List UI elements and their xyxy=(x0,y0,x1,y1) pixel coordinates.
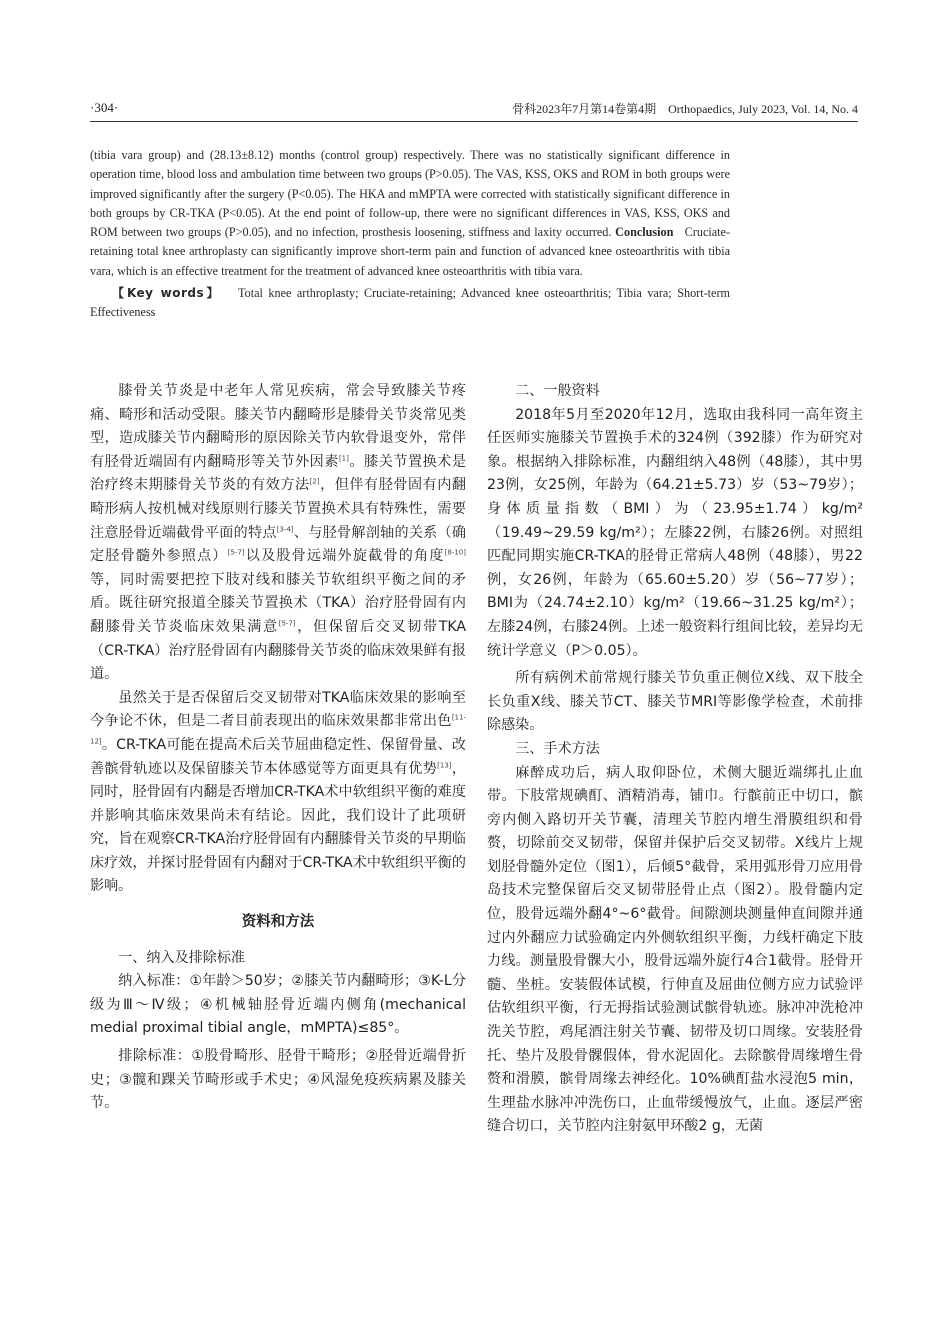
english-abstract xyxy=(90,146,730,323)
header-rule xyxy=(90,121,858,122)
intro-text: 膝骨关节炎是中老年人常见疾病，常会导致膝关节疼痛、畸形和活动受限。膝关节内翻畸形是膝骨关节炎常见类型，造成膝关节内翻畸形的原因除关节内软骨退变外，常伴有胫骨近端固有内翻畸形等关节外因素 xyxy=(90,383,466,470)
keywords-line xyxy=(90,284,730,323)
keywords-label: 【Key words】 xyxy=(112,286,222,301)
subheading-surgery: 三、手术方法 xyxy=(515,740,600,757)
imaging-paragraph: 所有病例术前常规行膝关节负重正侧位X线、双下肢全长负重X线、膝关节CT、膝关节MRI等影像学检查，术前排除感染。 xyxy=(487,670,863,734)
section-title-methods: 资料和方法 xyxy=(241,914,315,931)
intro-text: ，但伴有胫骨固有内翻畸形病人按机械对线原则行膝关节置换术具有特殊性，需要注意胫骨近端截骨平面的特点 xyxy=(90,477,467,541)
intro-text: ，但保留后交叉韧带TKA（CR-TKA）治疗胫骨固有内翻膝骨关节炎的临床效果鲜有报道。 xyxy=(90,618,467,683)
subheading-criteria: 一、纳入及排除标准 xyxy=(118,949,246,966)
right-column xyxy=(487,380,863,1139)
inclusion-criteria: 纳入标准：①年龄＞50岁；②膝关节内翻畸形；③K-L分级为Ⅲ～Ⅳ级；④机械轴胫骨近端内侧角(mechanical medial proximal tibial angle，mMPTA)≤85°。 xyxy=(90,973,466,1037)
intro-text: 、与胫骨解剖轴的关系（确定胫骨髓外参照点） xyxy=(90,524,467,565)
citation: [2] xyxy=(309,477,320,486)
spacer xyxy=(90,899,466,911)
citation: [1] xyxy=(338,454,349,463)
exclusion-criteria: 排除标准：①股骨畸形、胫骨干畸形；②胫骨近端骨折史；③髋和踝关节畸形或手术史；④风湿免疫疾病累及膝关节。 xyxy=(90,1048,466,1112)
conclusion-label: Conclusion xyxy=(615,225,674,240)
left-column xyxy=(90,380,466,1116)
abstract-paragraph xyxy=(90,146,730,281)
citation: [13] xyxy=(437,760,452,769)
intro-paragraph-2 xyxy=(90,687,466,899)
intro-text: ，同时，胫骨固有内翻是否增加CR-TKA术中软组织平衡的难度并影响其临床效果尚未有结论。因此，我们设计了此项研究，旨在观察CR-TKA治疗胫骨固有内翻膝骨关节炎的早期临床疗效，并探讨胫骨固有内翻对于CR-TKA术中软组织平衡的影响。 xyxy=(90,760,467,895)
citation: [3-4] xyxy=(276,524,294,533)
citation: [8-10] xyxy=(444,548,466,557)
general-data-paragraph: 2018年5月至2020年12月，选取由我科同一高年资主任医师实施膝关节置换手术的324例（392膝）作为研究对象。根据纳入排除标准，内翻组纳入48例（48膝），其中男23例，女25例，年龄为（64.21±5.73）岁（53~79岁）；身体质量指数（BMI）为（23.95±1.74）kg/m²（19.49~29.59 kg/m²）；左膝22例，右膝26例。对照组匹配同期实施CR-TKA的胫骨正常病人48例（48膝），男22例，女26例，年龄为（65.60±5.20）岁（56~77岁）；BMI为（24.74±2.10）kg/m²（19.66~31.25 kg/m²）；左膝24例，右膝24例。上述一般资料行组间比较，差异均无统计学意义（P＞0.05）。 xyxy=(487,406,863,659)
keywords-text: Total knee arthroplasty; Cruciate-retaining; Advanced knee osteoarthritis; Tibia vara; Short-term Effectiveness xyxy=(90,286,730,320)
surgery-paragraph: 麻醉成功后，病人取仰卧位，术侧大腿近端绑扎止血带。下肢常规碘酊、酒精消毒，铺巾。行髌前正中切口，髌旁内侧入路切开关节囊，清理关节腔内增生滑膜组织和骨赘，切除前交叉韧带，保留并保护后交叉韧带。X线片上规划胫骨髓外定位（图1），后倾5°截骨，采用弧形骨刀应用骨岛技术完整保留后交叉韧带胫骨止点（图2）。股骨髓内定位，股骨远端外翻4°~6°截骨。间隙测块测量伸直间隙并通过内外翻应力试验确定内外侧软组织平衡，力线杆确定下肢力线。测量股骨髁大小，股骨远端外旋行4合1截骨。胫骨开髓、坐桩。安装假体试模，行伸直及屈曲位侧方应力试验评估软组织平衡，行无拇指试验测试髌骨轨迹。脉冲冲洗枪冲洗关节腔，鸡尾酒注射关节囊、韧带及切口周缘。安装胫骨托、垫片及股骨髁假体，骨水泥固化。去除髌骨周缘增生骨赘和滑膜，髌骨周缘去神经化。10%碘酊盐水浸泡5 min，生理盐水脉冲冲洗伤口，止血带缓慢放气，止血。逐层严密缝合切口，关节腔内注射氨甲环酸2 g，无菌 xyxy=(487,764,863,1135)
spacer xyxy=(90,935,466,947)
intro-text: 以及股骨远端外旋截骨的角度 xyxy=(244,548,445,565)
conclusion-text: Cruciate-retaining total knee arthroplasty can significantly improve short-term pain and function of advanced knee osteoarthritis with tibia vara, which is an effective treatment for the treatment of advanced knee osteoarthritis with tibia vara. xyxy=(90,225,730,278)
citation: [11-12] xyxy=(90,713,466,746)
page-number: ·304· xyxy=(90,100,119,115)
citation: [5-7] xyxy=(278,619,296,628)
subheading-general-data: 二、一般资料 xyxy=(515,383,600,399)
intro-text: 。CR-TKA可能在提高术后关节屈曲稳定性、保留骨量、改善髌骨轨迹以及保留膝关节本体感觉等方面更具有优势 xyxy=(90,736,466,777)
abstract-results-text: (tibia vara group) and (28.13±8.12) months (control group) respectively. There was no statistically significant difference in operation time, blood loss and ambulation time between two groups (P>0.05). The VAS, KSS, OKS and ROM in both groups were improved significantly after the surgery (P<0.05). The HKA and mMPTA were corrected with statistically significant difference in both groups by CR-TKA (P<0.05). At the end point of follow-up, there were no significant differences in VAS, KSS, OKS and ROM between two groups (P>0.05), and no infection, prosthesis loosening, stiffness and laxity occurred. xyxy=(90,148,730,240)
intro-text: 虽然关于是否保留后交叉韧带对TKA临床效果的影响至今争论不休，但是二者目前表现出的临床效果都非常出色 xyxy=(90,689,466,730)
citation: [5-7] xyxy=(227,548,245,557)
intro-text: 。膝关节置换术是治疗终末期膝骨关节炎的有效方法 xyxy=(90,453,467,494)
intro-text: 等，同时需要把控下肢对线和膝关节软组织平衡之间的矛盾。既往研究报道全膝关节置换术（TKA）治疗胫骨固有内翻膝骨关节炎临床效果满意 xyxy=(90,571,466,635)
running-header: 骨科2023年7月第14卷第4期 Orthopaedics, July 2023, Vol. 14, No. 4 xyxy=(512,102,858,116)
intro-paragraph-1 xyxy=(90,380,466,687)
